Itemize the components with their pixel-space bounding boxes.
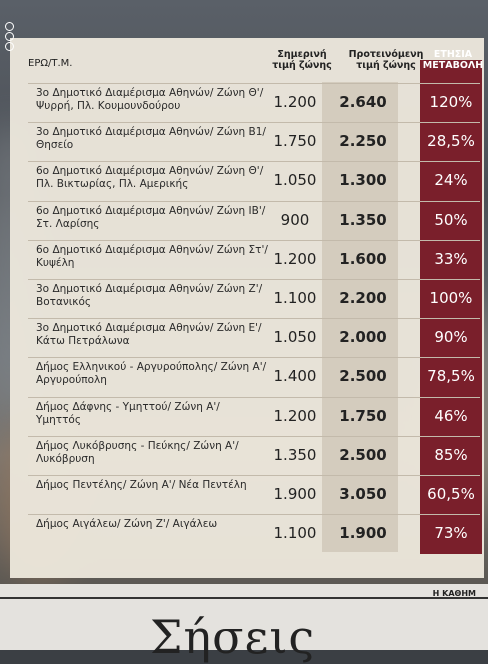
- source-label: Η ΚΑΘΗΜ: [432, 589, 476, 598]
- annual-change-cell: 90%: [434, 328, 468, 347]
- header-annual-change: ΕΤΗΣΙΑ ΜΕΤΑΒΟΛΗ: [422, 49, 484, 71]
- area-cell: Δήμος Αιγάλεω/ Ζώνη Ζ'/ Αιγάλεω: [36, 518, 218, 531]
- area-cell: 3ο Δημοτικό Διαμέρισμα Αθηνών/ Ζώνη Ζ'/ Βοτανικός: [36, 283, 263, 308]
- area-cell: Δήμος Λυκόβρυσης - Πεύκης/ Ζώνη Α'/ Λυκόβρυση: [36, 439, 239, 465]
- next-price-cell: 3.050: [339, 485, 387, 503]
- header-current-price: Σημερινή τιμή ζώνης: [272, 49, 332, 71]
- table-row: [28, 397, 480, 436]
- table-header: [28, 46, 484, 86]
- current-price-cell: 1.050: [273, 328, 317, 347]
- area-cell: Δήμος Δάφνης - Υμηττού/ Ζώνη Α'/ Υμηττός: [36, 400, 220, 426]
- area-cell: Δήμος Πεντέλης/ Ζώνη Α'/ Νέα Πεντέλη: [36, 479, 247, 491]
- table-row: [28, 240, 480, 279]
- next-price-cell: 2.500: [339, 367, 387, 386]
- next-price-cell: 2.250: [339, 132, 387, 151]
- next-price-cell: 2.200: [339, 289, 387, 307]
- current-price-cell: 1.400: [273, 367, 317, 386]
- annual-change-cell: 100%: [429, 289, 473, 307]
- header-area: ΕΡΩ/Τ.Μ.: [28, 58, 73, 69]
- current-price-cell: 1.200: [273, 249, 317, 268]
- next-price-cell: 1.750: [339, 406, 387, 425]
- current-price-cell: 1.350: [273, 445, 317, 464]
- table-row: [28, 122, 480, 161]
- next-price-cell: 1.300: [339, 171, 387, 190]
- current-price-cell: 1.750: [273, 132, 317, 151]
- annual-change-cell: 46%: [434, 406, 468, 425]
- next-price-cell: 2.000: [339, 328, 387, 347]
- area-cell: 6ο Δημοτικό Διαμέρισμα Αθηνών/ Ζώνη Θ'/ Πλ. Βικτωρίας, Πλ. Αμερικής: [36, 165, 264, 191]
- annual-change-cell: 24%: [434, 171, 468, 190]
- current-price-cell: 1.100: [273, 524, 317, 543]
- next-price-cell: 1.600: [339, 249, 387, 268]
- annual-change-cell: 78,5%: [427, 367, 475, 386]
- current-price-cell: 900: [280, 210, 310, 229]
- next-price-cell: 1.350: [339, 210, 387, 229]
- table-row: [28, 436, 480, 475]
- table-row: [28, 83, 480, 122]
- annual-change-cell: 60,5%: [427, 485, 475, 503]
- camera-dots-icon: [5, 22, 14, 52]
- annual-change-cell: 120%: [429, 93, 473, 111]
- area-cell: 6ο Δημοτικό Διαμέρισμα Αθηνών/ Ζώνη Στ'/ Κυψέλη: [36, 243, 268, 269]
- table-row: [28, 318, 480, 357]
- next-price-cell: 2.500: [339, 445, 387, 464]
- area-cell: Δήμος Ελληνικού - Αργυρούπολης/ Ζώνη Α'/ Αργυρούπολη: [36, 361, 267, 387]
- current-price-cell: 1.100: [273, 289, 317, 307]
- table-row: [28, 279, 480, 318]
- current-price-cell: 1.050: [273, 171, 317, 190]
- table-row: [28, 514, 480, 553]
- area-cell: 3ο Δημοτικό Διαμέρισμα Αθηνών/ Ζώνη Θ'/ Ψυρρή, Πλ. Κουμουνδούρου: [36, 87, 264, 112]
- headline-fragment: Σήσεις: [150, 610, 316, 664]
- watermark-text: [0, 66, 1, 153]
- table-row: [28, 161, 480, 200]
- next-price-cell: 1.900: [339, 524, 387, 543]
- table-row: [28, 357, 480, 396]
- current-price-cell: 1.900: [273, 485, 317, 503]
- area-cell: 3ο Δημοτικό Διαμέρισμα Αθηνών/ Ζώνη Β1/ Θησείο: [36, 126, 266, 152]
- camera-watermark: [2, 20, 22, 180]
- annual-change-cell: 50%: [434, 210, 468, 229]
- watermark-line-1: [0, 66, 1, 153]
- area-cell: 6ο Δημοτικό Διαμέρισμα Αθηνών/ Ζώνη ΙΒ'/ Στ. Λαρίσης: [36, 204, 266, 230]
- divider: [0, 597, 488, 599]
- table-row: [28, 475, 480, 514]
- next-price-cell: 2.640: [339, 93, 387, 111]
- annual-change-cell: 33%: [434, 249, 468, 268]
- current-price-cell: 1.200: [273, 93, 317, 111]
- current-price-cell: 1.200: [273, 406, 317, 425]
- annual-change-cell: 73%: [434, 524, 468, 543]
- area-cell: 3ο Δημοτικό Διαμέρισμα Αθηνών/ Ζώνη Ε'/ Κάτω Πετράλωνα: [36, 322, 262, 348]
- annual-change-cell: 28,5%: [427, 132, 475, 151]
- table-row: [28, 201, 480, 240]
- header-next-price: Προτεινόμενη τιμή ζώνης: [348, 49, 424, 71]
- annual-change-cell: 85%: [434, 445, 468, 464]
